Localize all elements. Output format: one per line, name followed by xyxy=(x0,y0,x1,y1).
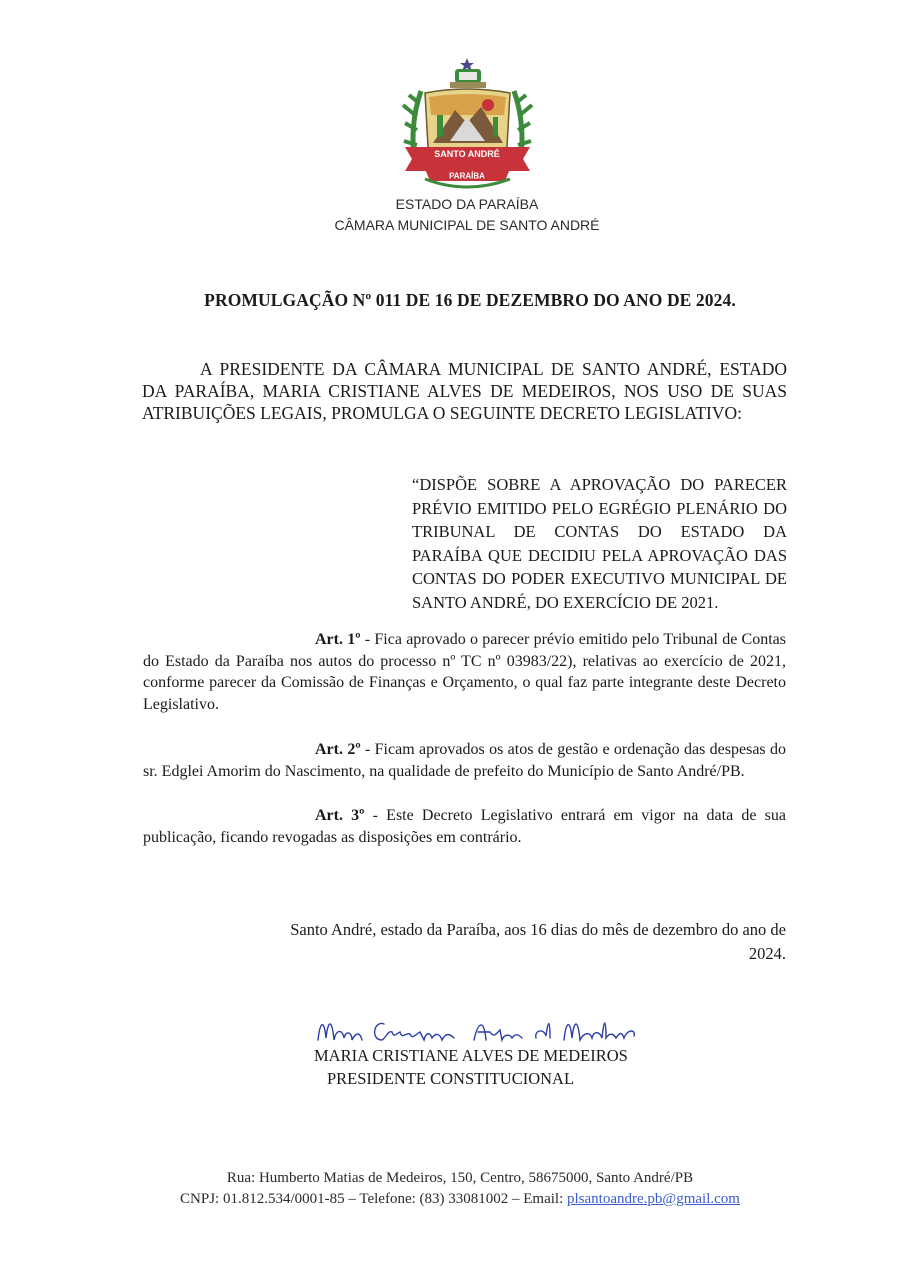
article-label: Art. 3º xyxy=(315,807,365,824)
decree-summary: “DISPÕE SOBRE A APROVAÇÃO DO PARECER PRÉVIO EMITIDO PELO EGRÉGIO PLENÁRIO DO TRIBUNAL DE CONTAS DO ESTADO DA PARAÍBA QUE DECIDIU PELA APROVAÇÃO DAS CONTAS DO PODER EXECUTIVO MUNICIPAL DE SANTO ANDRÉ, DO EXERCÍCIO DE 2021. xyxy=(412,475,787,612)
place-date-year: 2024. xyxy=(748,944,786,963)
preamble: A PRESIDENTE DA CÂMARA MUNICIPAL DE SANTO ANDRÉ, ESTADO DA PARAÍBA, MARIA CRISTIANE ALVES DE MEDEIROS, NOS USO DE SUAS ATRIBUIÇÕES LEGAIS, PROMULGA O SEGUINTE DECRETO LEGISLATIVO: xyxy=(142,359,787,423)
document-title: PROMULGAÇÃO Nº 011 DE 16 DE DEZEMBRO DO ANO DE 2024. xyxy=(204,290,736,310)
signatory-role: PRESIDENTE CONSTITUCIONAL xyxy=(327,1069,575,1088)
article-text: - Este Decreto Legislativo entrará em vigor na data de sua publicação, ficando revogadas as disposições em contrário. xyxy=(143,807,787,846)
footer-address: Rua: Humberto Matias de Medeiros, 150, Centro, 58675000, Santo André/PB xyxy=(226,1170,694,1186)
article-text: - Fica aprovado o parecer prévio emitido pelo Tribunal de Contas do Estado da Paraíba nos autos do processo nº TC nº 03983/22), relativas ao exercício de 2021, conforme parecer da Comissão de Finanças e Orçamento, o qual faz parte integrante deste Decreto Legislativo. xyxy=(143,631,787,713)
letterhead xyxy=(0,194,900,236)
municipal-crest-icon xyxy=(395,55,540,195)
article-label: Art. 1º xyxy=(315,631,361,648)
article-1 xyxy=(143,629,786,715)
crest-banner-bottom: PARAÍBA xyxy=(449,171,485,181)
state-name: ESTADO DA PARAÍBA xyxy=(395,196,539,212)
place-date-line: Santo André, estado da Paraíba, aos 16 dias do mês de dezembro do ano de xyxy=(290,920,786,939)
chamber-name: CÂMARA MUNICIPAL DE SANTO ANDRÉ xyxy=(334,217,600,233)
signatory-name: MARIA CRISTIANE ALVES DE MEDEIROS xyxy=(314,1046,628,1065)
footer-contact xyxy=(10,1189,900,1210)
handwritten-signature xyxy=(314,1010,644,1050)
article-label: Art. 2º xyxy=(315,741,361,758)
footer xyxy=(0,1168,900,1210)
article-2 xyxy=(143,739,786,782)
crest-banner-top: SANTO ANDRÉ xyxy=(434,149,500,159)
email-link[interactable]: plsantoandre.pb@gmail.com xyxy=(567,1191,740,1207)
place-and-date xyxy=(200,918,786,966)
article-3 xyxy=(143,805,786,848)
footer-contact-info: CNPJ: 01.812.534/0001-85 – Telefone: (83) 33081002 – Email: xyxy=(180,1191,568,1207)
article-text: - Ficam aprovados os atos de gestão e ordenação das despesas do sr. Edglei Amorim do Nascimento, na qualidade de prefeito do Município de Santo André/PB. xyxy=(143,741,787,780)
